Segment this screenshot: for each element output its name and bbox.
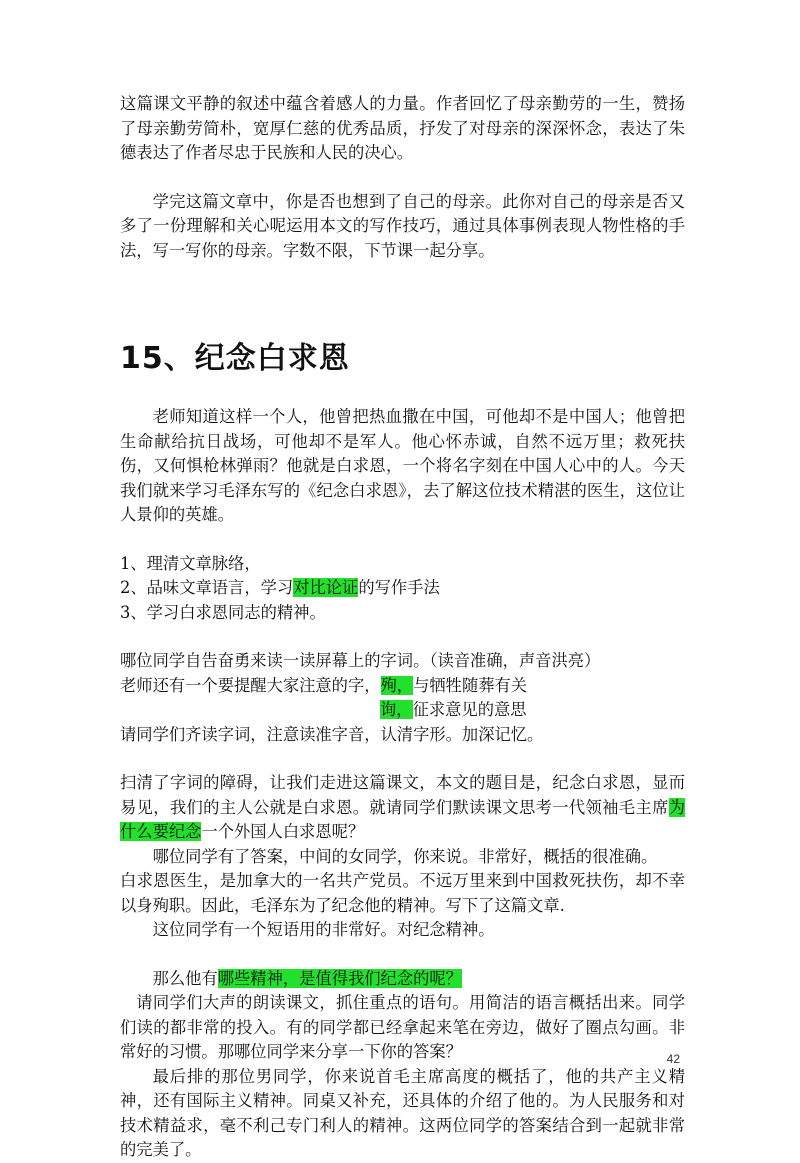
document-page bbox=[120, 92, 685, 1163]
vocab-word-1: 殉， bbox=[380, 675, 414, 695]
opening-paragraph: 老师知道这样一个人，他曾把热血撒在中国，可他却不是中国人；他曾把生命献给抗日战场，可他却不是军人。他心怀赤诚，自然不远万里；救死扶伤，又何惧枪林弹雨？他就是白求恩，一个将名字刻在中国人心中的人。今天我们就来学习毛泽东写的《纪念白求恩》，去了解这位技术精湛的医生，这位让人景仰的英雄。 bbox=[120, 407, 685, 524]
vocab-line-1: 哪位同学自告奋勇来读一读屏幕上的字词。（读音准确，声音洪亮） bbox=[120, 651, 601, 670]
goal-1: 1、理清文章脉络， bbox=[120, 553, 261, 573]
discussion-paragraph-2: 哪位同学有了答案，中间的女同学，你来说。非常好，概括的很准确。 bbox=[152, 846, 658, 866]
page-number: 42 bbox=[666, 1052, 680, 1066]
vocab-word-2: 询， bbox=[380, 700, 413, 719]
vocab-line-2-text: 老师还有一个要提醒大家注意的字， bbox=[120, 675, 381, 695]
vocab-word-2-meaning: 征求意见的意思 bbox=[412, 700, 527, 719]
discussion-p5-text: 那么他有 bbox=[152, 968, 218, 988]
goal-2-text: 2、品味文章语言，学习 bbox=[120, 578, 294, 597]
intro-paragraph-1: 这篇课文平静的叙述中蕴含着感人的力量。作者回忆了母亲勤劳的一生，赞扬了母亲勤劳简朴，宽厚仁慈的优秀品质，抒发了对母亲的深深怀念，表达了朱德表达了作者尽忠于民族和人民的决心。 bbox=[120, 94, 685, 162]
lesson-title: 15、纪念白求恩 bbox=[120, 341, 350, 376]
vocab-line-4: 请同学们齐读字词，注意读准字音，认清字形。加深记忆。 bbox=[120, 724, 544, 744]
discussion-paragraph-6: 请同学们大声的朗读课文，抓住重点的语句。用简洁的语言概括出来。同学们读的都非常的投入。有的同学都已经拿起来笔在旁边，做好了圈点勾画。非常好的习惯。那哪位同学来分享一下你的答案？ bbox=[120, 993, 685, 1061]
discussion-paragraph-5 bbox=[120, 967, 685, 992]
goal-2 bbox=[120, 576, 685, 601]
discussion-paragraph-7: 最后排的那位男同学，你来说首毛主席高度的概括了，他的共产主义精神，还有国际主义精神。同桌又补充，还具体的介绍了他的。为人民服务和对技术精益求，毫不利己专门利人的精神。这两位同学的答案结合到一起就非常的完美了。 bbox=[120, 1066, 685, 1159]
discussion-p1-highlight: 为什么要纪念 bbox=[120, 797, 685, 841]
intro-paragraph-2: 学完这篇文章中，你是否也想到了自己的母亲。此你对自己的母亲是否又多了一份理解和关心呢运用本文的写作技巧，通过具体事例表现人物性格的手法，写一写你的母亲。字数不限，下节课一起分享。 bbox=[120, 191, 685, 260]
discussion-paragraph-3: 白求恩医生，是加拿大的一名共产党员。不远万里来到中国救死扶伤，却不幸以身殉职。因此，毛泽东为了纪念他的精神。写下了这篇文章. bbox=[120, 871, 685, 915]
vocab-word-1-meaning: 与牺牲随葬有关 bbox=[413, 675, 528, 695]
goal-3: 3、学习白求恩同志的精神。 bbox=[120, 602, 326, 622]
vocab-line-2 bbox=[120, 674, 685, 699]
discussion-p1-text: 扫清了字词的障碍，让我们走进这篇课文，本文的题目是，纪念白求恩，显而易见，我们的主人公就是白求恩。就请同学们默读课文思考一代领袖毛主席 bbox=[120, 773, 685, 817]
discussion-p5-highlight: 哪些精神，是值得我们纪念的呢？ bbox=[217, 968, 462, 988]
discussion-p1-text-end: 一个外国人白求恩呢？ bbox=[201, 822, 365, 841]
goal-2-highlight: 对比论证 bbox=[293, 578, 359, 597]
vocab-line-3 bbox=[120, 698, 685, 723]
discussion-paragraph-4: 这位同学有一个短语用的非常好。对纪念精神。 bbox=[152, 920, 495, 939]
discussion-paragraph-1 bbox=[120, 771, 685, 845]
goal-2-text-end: 的写作手法 bbox=[358, 578, 440, 597]
